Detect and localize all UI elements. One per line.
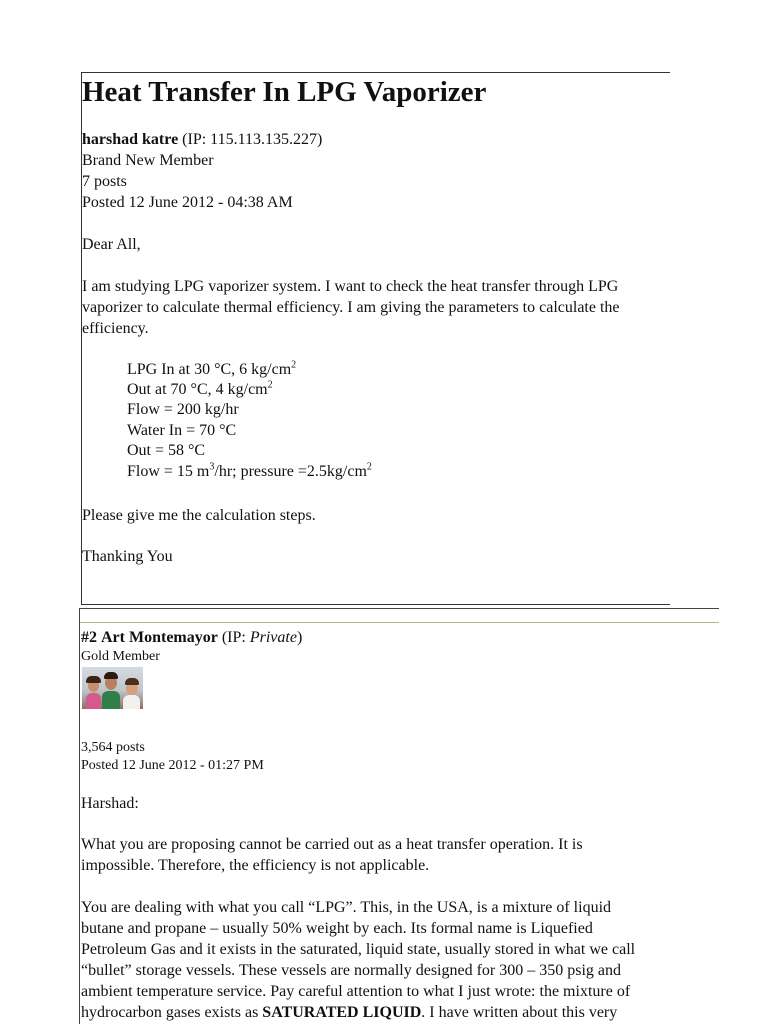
post-2-post-count: 3,564 posts — [81, 740, 145, 755]
post-1-author-line — [82, 129, 322, 150]
saturated-liquid-emphasis: SATURATED LIQUID — [262, 1004, 422, 1021]
post-2-separator — [79, 622, 719, 623]
post-2-salutation: Harshad: — [81, 795, 139, 812]
post-2-rank: Gold Member — [81, 649, 160, 664]
page-title: Heat Transfer In LPG Vaporizer — [82, 76, 487, 108]
param-lpg-out: Out at 70 °C, 4 $kg/cm^2$ — [127, 379, 273, 398]
post-1-ip: (IP: 115.113.135.227) — [178, 131, 323, 148]
post-2-author[interactable]: Art Montemayor — [101, 629, 218, 646]
post-2-para-2-line-6: hydrocarbon gases exists as SATURATED LIQUID. I have written about this very — [81, 1004, 618, 1021]
post-2-para-2-line-1: You are dealing with what you call “LPG”. This, in the USA, is a mixture of liquid — [81, 899, 612, 916]
param-water-in: Water In = 70 °C — [127, 422, 237, 439]
post-2-timestamp: Posted 12 June 2012 - 01:27 PM — [81, 758, 264, 773]
param-lpg-flow: Flow = 200 kg/hr — [127, 401, 239, 418]
post-1-rank: Brand New Member — [82, 152, 214, 169]
post-1-request: Please give me the calculation steps. — [82, 507, 316, 524]
param-lpg-in: LPG In at 30 °C, 6 $kg/cm^2$ — [127, 359, 297, 378]
post-1-body-line-3: efficiency. — [82, 320, 149, 337]
post-2-para-1-line-2: impossible. Therefore, the efficiency is not applicable. — [81, 857, 430, 874]
post-2-number[interactable]: #2 — [81, 629, 97, 646]
post-2-para-2-line-5: ambient temperature service. Pay careful attention to what I just wrote: the mixture of — [81, 983, 631, 1000]
post-2-para-2-line-3: Petroleum Gas and it exists in the saturated, liquid state, usually stored in what we call — [81, 941, 636, 958]
post-2-para-2-line-2: butane and propane – usually 50% weight by each. Its formal name is Liquefied — [81, 920, 593, 937]
post-1-greeting: Dear All, — [82, 236, 141, 253]
param-water-flow: Flow = 15 $m^3/hr$; pressure $=2.5kg/cm^2$ — [127, 461, 372, 480]
post-2-para-2-line-4: “bullet” storage vessels. These vessels are normally designed for 300 – 350 psig and — [81, 962, 622, 979]
post-1-timestamp: Posted 12 June 2012 - 04:38 AM — [82, 194, 293, 211]
post-2-avatar[interactable] — [82, 667, 143, 709]
post-2-top-border — [79, 608, 719, 609]
post-1-body-line-2: vaporizer to calculate thermal efficiency. I am giving the parameters to calculate the — [82, 299, 620, 316]
post-1-post-count: 7 posts — [82, 173, 127, 190]
post-2-ip: Private — [249, 629, 297, 646]
post-1-author[interactable]: harshad katre — [82, 131, 179, 148]
post-2-author-line: #2 Art Montemayor (IP: Private) — [81, 629, 303, 646]
post-1-closing: Thanking You — [82, 548, 173, 565]
post-1-body-line-1: I am studying LPG vaporizer system. I want to check the heat transfer through LPG — [82, 278, 619, 295]
post-2-left-border — [79, 608, 80, 1024]
post-2-para-1-line-1: What you are proposing cannot be carried out as a heat transfer operation. It is — [81, 836, 583, 853]
param-water-out: Out = 58 °C — [127, 442, 206, 459]
